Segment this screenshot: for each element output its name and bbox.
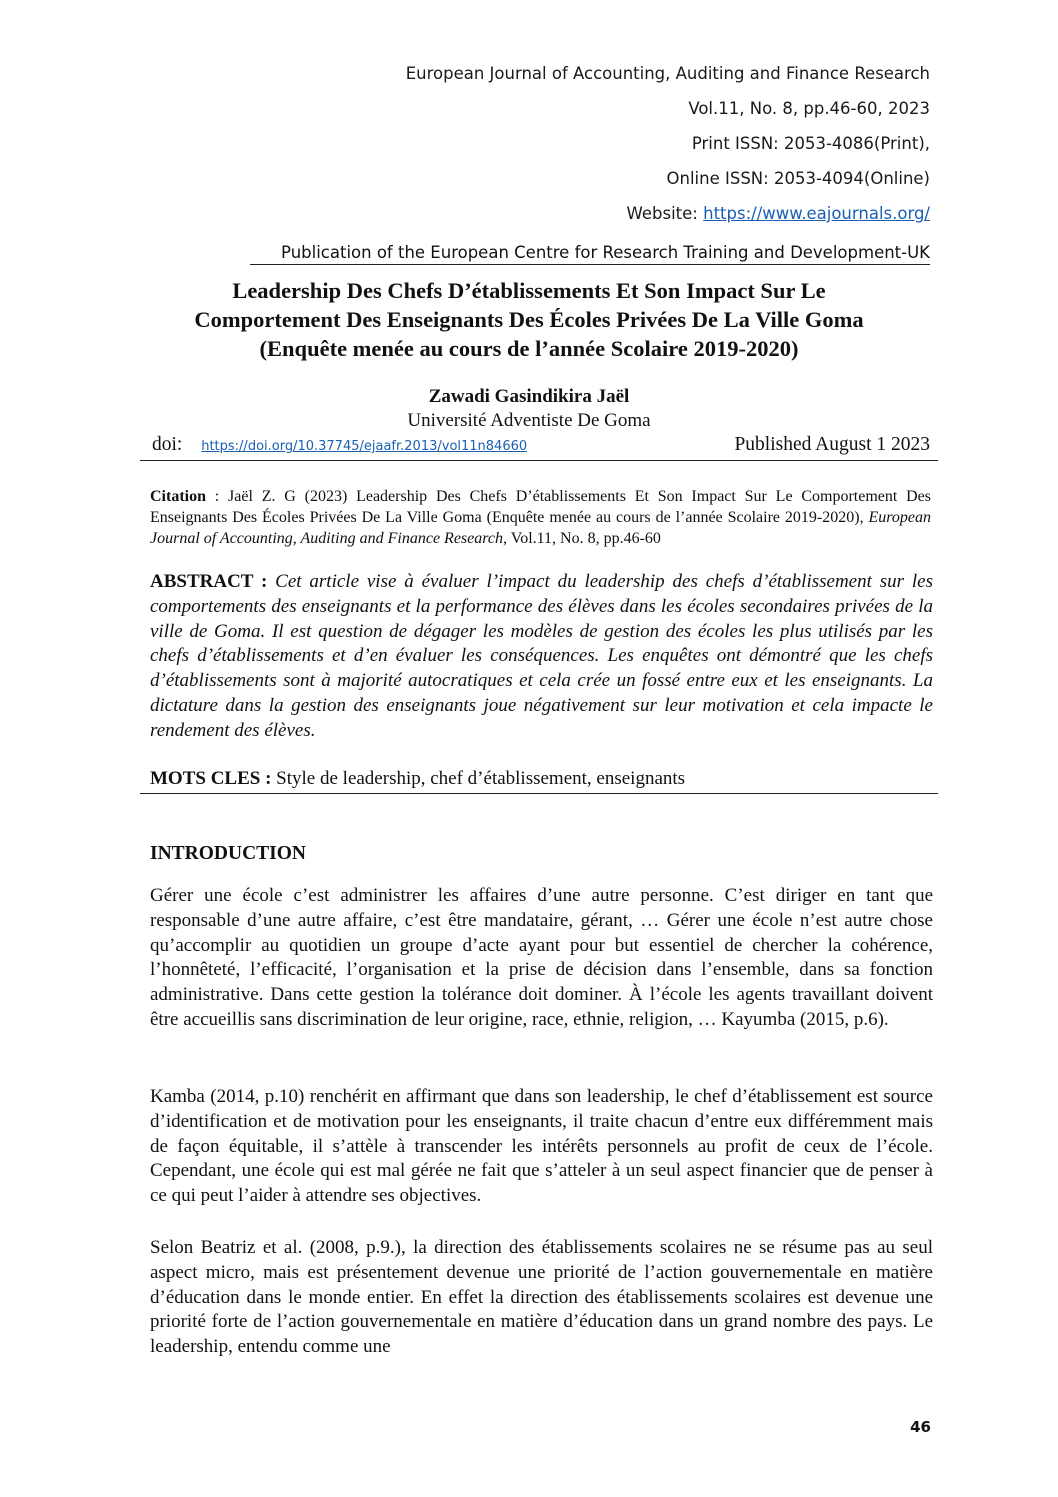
paragraph-3: Selon Beatriz et al. (2008, p.9.), la direction des établissements scolaires ne se résume pas au seul aspect micro, mais est présentement devenue une priorité de l’action gouvernementale en matière d’éducation dans le monde entier. En effet la direction des établissements scolaires est devenue une priorité forte de l’action gouvernementale en matière d’éducation dans un grand nombre des pays. Le leadership, entendu comme une [150,1237,933,1358]
citation-label: Citation [150,488,206,505]
website-label: Website: [626,204,704,223]
website-link[interactable]: https://www.eajournals.org/ [703,204,930,223]
doi-label: doi: [152,434,183,455]
citation-text-b: , Vol.11, No. 8, pp.46-60 [502,530,661,547]
keywords-text: Style de leadership, chef d’établissement, enseignants [276,768,686,789]
author-name: Zawadi Gasindikira Jaël [428,386,630,407]
author-affiliation: Université Adventiste De Goma [407,410,651,431]
volume-info: Vol.11, No. 8, pp.46-60, 2023 [688,99,930,118]
citation-block [150,486,931,549]
page-number: 46 [910,1418,931,1436]
paragraph-1: Gérer une école c’est administrer les affaires d’une autre personne. C’est diriger en tant que responsable d’une autre affaire, c’est être mandataire, gérant, … Gérer une école n’est autre chose qu’accomplir au quotidien un groupe d’acte ayant pour but essentiel de chercher la cohérence, l’honnêteté, l’efficacité, l’organisation et la prise de décision dans l’ensemble, dans sa fonction administrative. Dans cette gestion la tolérance doit dominer. À l’école les agents travaillant doivent être accueillis sans discrimination de leur origine, race, ethnie, religion, … Kayumba (2015, p.6). [150,885,933,1030]
abstract-label: ABSTRACT : [150,571,268,592]
title-line-1: Leadership Des Chefs D’établissements Et Son Impact Sur Le [232,278,826,303]
print-issn: Print ISSN: 2053-4086(Print), [691,134,930,153]
doi-row [152,434,930,456]
citation-journal: European Journal of Accounting, Auditing and Finance Research [150,509,931,547]
publisher-line: Publication of the European Centre for Research Training and Development-UK [250,243,930,265]
title-line-3: (Enquête menée au cours de l’année Scolaire 2019-2020) [259,336,799,361]
keywords-divider [140,793,938,794]
abstract-block [150,570,933,744]
citation-text-a: : Jaël Z. G (2023) Leadership Des Chefs D’établissements Et Son Impact Sur Le Comportement Des Enseignants Des Écoles Privées De La Ville Goma (Enquête menée au cours de l’année Scolaire 2019-2020), [150,488,931,526]
title-line-2: Comportement Des Enseignants Des Écoles Privées De La Ville Goma [194,307,864,332]
section-heading-introduction: INTRODUCTION [150,843,307,864]
keywords-block [150,768,933,790]
doi-link[interactable]: https://doi.org/10.37745/ejaafr.2013/vol11n84660 [201,439,528,454]
doi-divider [140,460,938,461]
abstract-text: Cet article vise à évaluer l’impact du leadership des chefs d’établissement sur les comportements des enseignants et la performance des élèves dans les écoles secondaires privées de la ville de Goma. Il est question de dégager les modèles de gestion des écoles les plus utilisés par les chefs d’établissements et d’en évaluer les conséquences. Les enquêtes ont démontré que les chefs d’établissements sont à majorité autocratiques et cela crée un fossé entre eux et les enseignants. La dictature dans la gestion des enseignants joue négativement sur leur motivation et cela impacte le rendement des élèves. [150,571,933,741]
published-date: Published August 1 2023 [734,434,930,455]
website-line [627,204,930,223]
keywords-label: MOTS CLES : [150,768,272,789]
journal-name: European Journal of Accounting, Auditing and Finance Research [405,64,930,83]
paragraph-2: Kamba (2014, p.10) renchérit en affirmant que dans son leadership, le chef d’établissement est source d’identification et de motivation pour les enseignants, il traite chacun d’entre eux différemment mais de façon équitable, il s’attèle à transcender les intérêts personnels au profit de ceux de l’école. Cependant, une école qui est mal gérée ne fait que s’atteler à un seul aspect financier que de penser à ce qui peut l’aider à attendre ses objectives. [150,1086,933,1207]
online-issn: Online ISSN: 2053-4094(Online) [666,169,930,188]
article-title [120,276,938,363]
